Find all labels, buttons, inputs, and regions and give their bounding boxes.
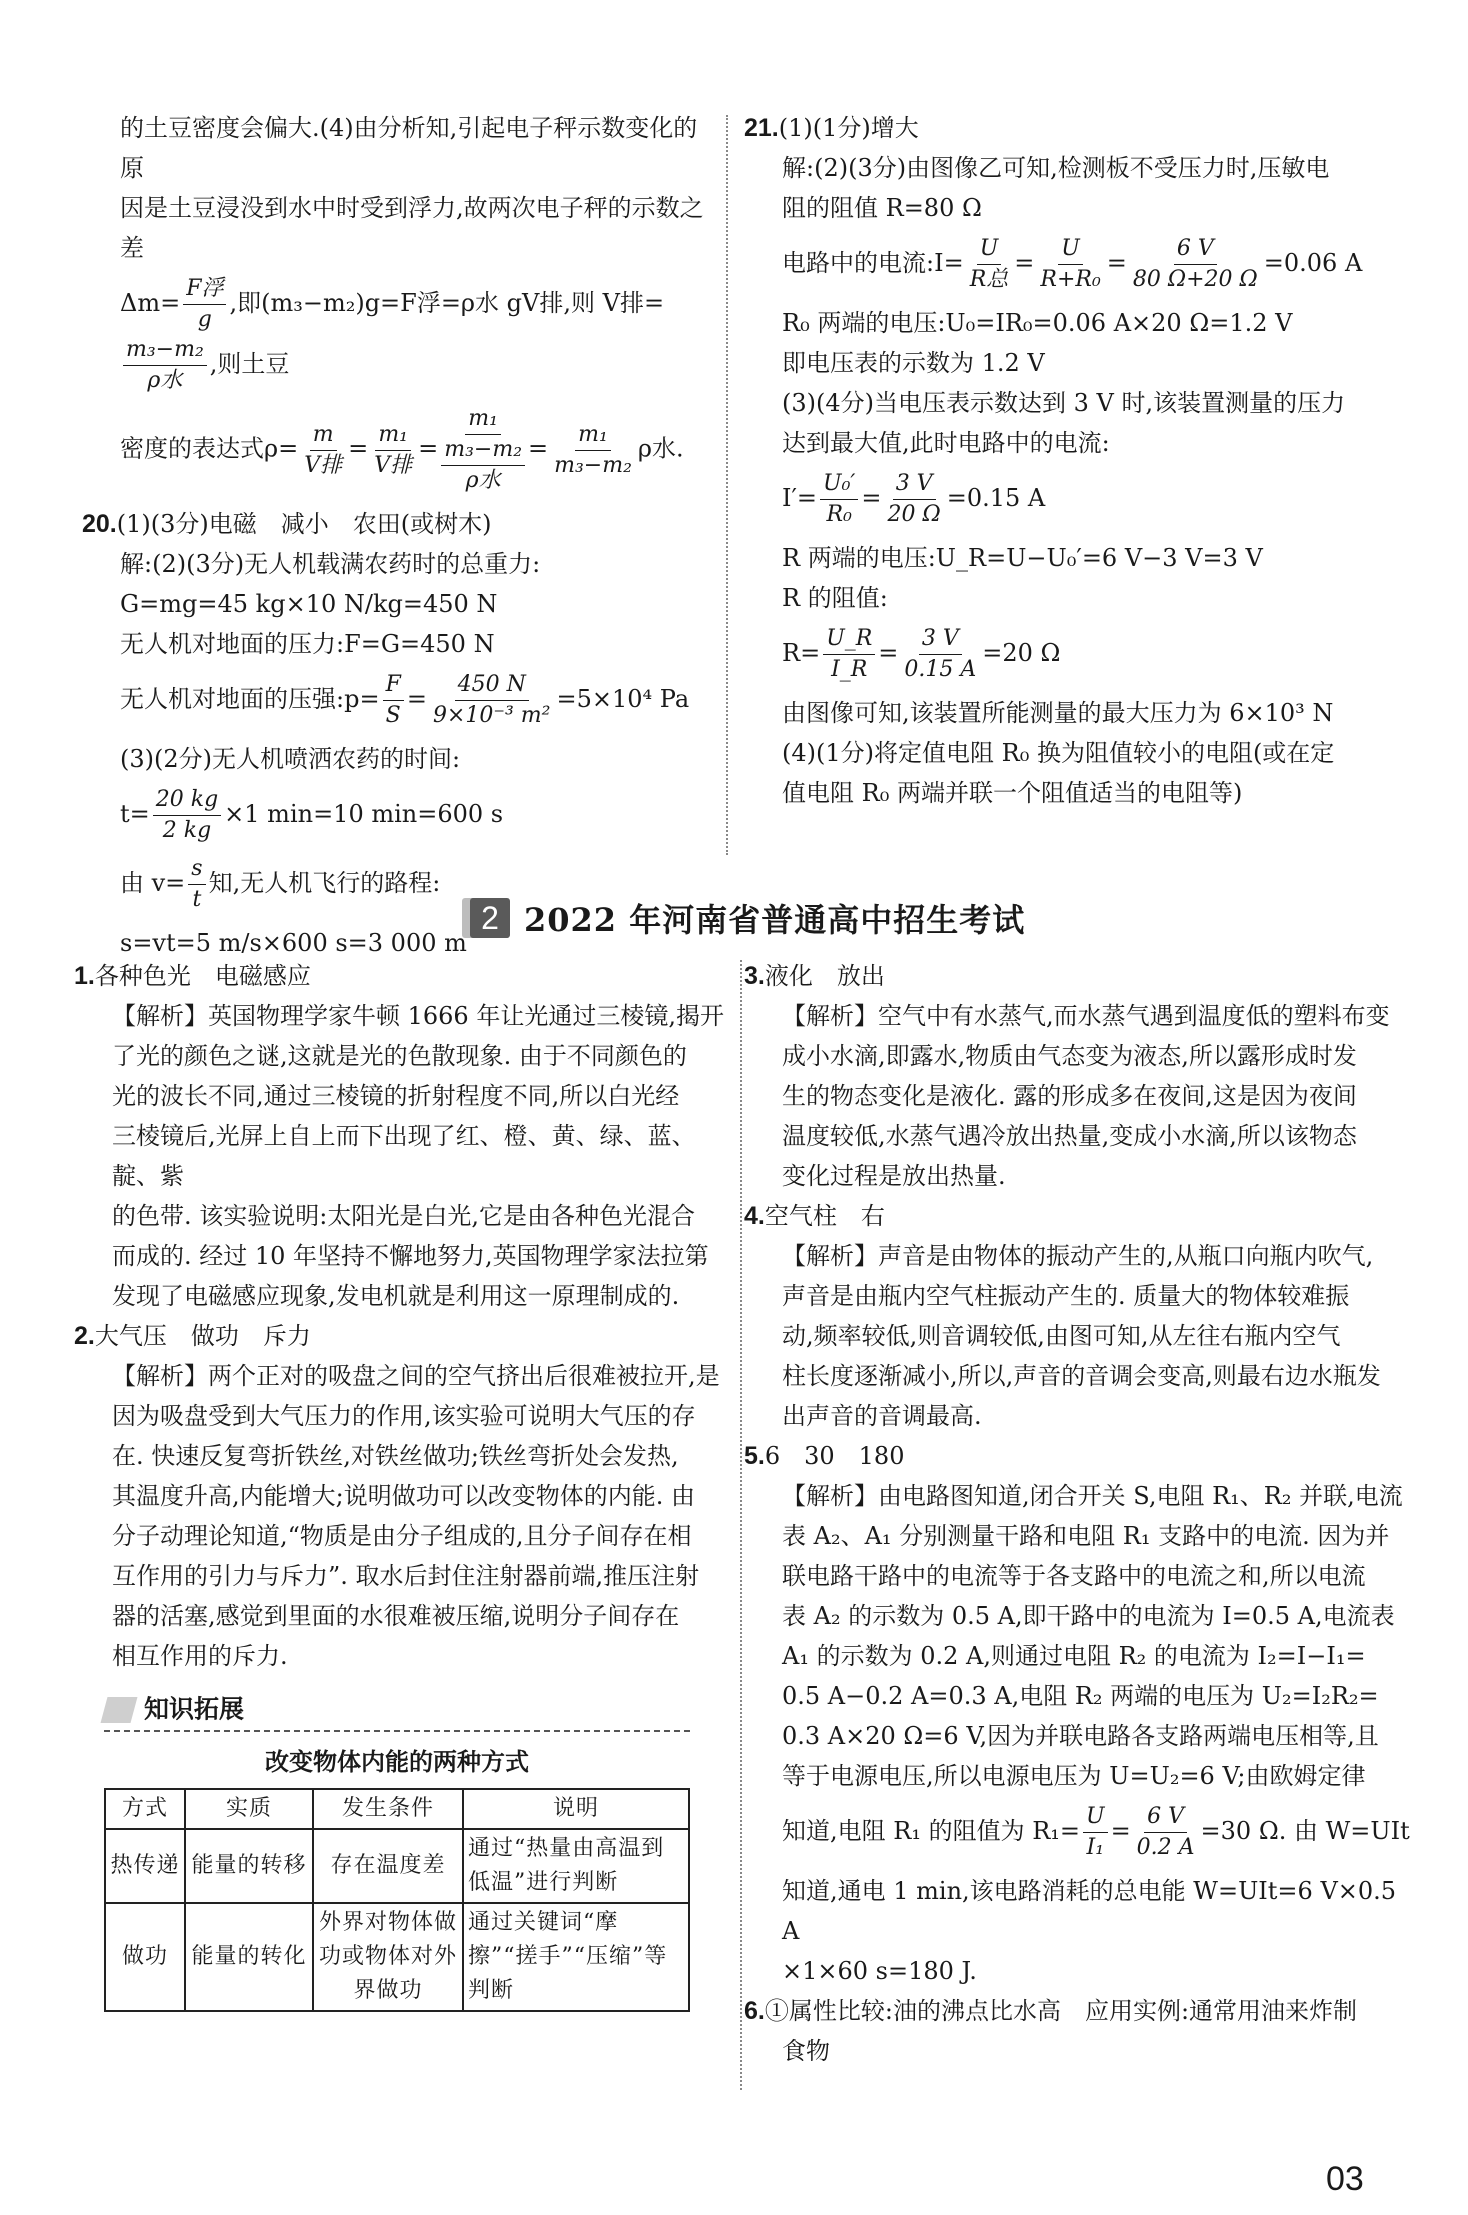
text-line: 分子动理论知道,“物质是由分子组成的,且分子间存在相 [112,1522,692,1550]
text-line: 食物 [782,2037,830,2065]
denominator: S [385,703,401,728]
question-line [74,956,726,996]
fraction [1037,234,1103,295]
numerator: U [977,234,1002,265]
formula-text: 无人机对地面的压强:p= [120,685,380,713]
answer-text: (1)(3分)电磁 减小 农田(或树木) [116,510,492,538]
text-line: 互作用的引力与斥力”. 取水后封住注射器前端,推压注射 [112,1562,700,1590]
denominator: I₁ [1086,1835,1105,1860]
numerator: m₃−m₂ [123,335,207,366]
text-line: 出声音的音调最高. [782,1402,982,1430]
numerator: U [1058,234,1083,265]
question-number: 5. [744,1442,765,1470]
denominator: 0.15 A [904,657,977,682]
table-cell: 外界对物体做功或物体对外界做功 [313,1903,463,2011]
table-cell: 存在温度差 [313,1829,463,1903]
text-line: 值电阻 R₀ 两端并联一个阻值适当的电阻等) [782,779,1243,807]
column-header: 方式 [105,1789,185,1829]
question-number: 21. [744,114,779,142]
formula-text: R= [782,639,821,667]
table-title: 改变物体内能的两种方式 [265,1748,529,1776]
column-divider [726,115,728,855]
denominator: t [192,887,202,912]
fraction [551,420,635,481]
question-line [744,956,1412,996]
answer-text: (1)(1分)增大 [778,114,919,142]
formula-text: 知道,电阻 R₁ 的阻值为 R₁= [782,1817,1081,1845]
section-header [470,895,1025,941]
question-number: 20. [82,510,117,538]
formula-text: ,则土豆 [209,350,290,378]
fraction [901,624,979,685]
denominator: V排 [304,452,343,478]
text-line: 阻的阻值 R=80 Ω [782,194,982,222]
text-line: 达到最大值,此时电路中的电流: [782,429,1110,457]
denominator: 80 Ω+20 Ω [1132,267,1258,292]
text-line: 0.5 A−0.2 A=0.3 A,电阻 R₂ 两端的电压为 U₂=I₂R₂= [782,1682,1379,1710]
text-line: 表 A₂、A₁ 分别测量干路和电阻 R₁ 支路中的电流. 因为并 [782,1522,1390,1550]
denominator: 0.2 A [1136,1835,1195,1860]
text-line: 解:(2)(3分)由图像乙可知,检测板不受压力时,压敏电 [782,154,1330,182]
text-line: 因为吸盘受到大气压力的作用,该实验可说明大气压的存 [112,1402,696,1430]
table-cell: 能量的转化 [185,1903,313,2011]
text-line: ×1×60 s=180 J. [782,1957,977,1985]
formula-text: I′= [782,484,818,512]
text-line: 由图像可知,该装置所能测量的最大压力为 6×10³ N [782,699,1334,727]
text-line: 其温度升高,内能增大;说明做功可以改变物体的内能. 由 [112,1482,695,1510]
page-number: 03 [1326,2160,1364,2198]
question-line [744,1991,1412,2031]
text-line: 的土豆密度会偏大.(4)由分析知,引起电子秤示数变化的原 [120,114,698,182]
numerator: 6 V [1144,1802,1187,1833]
extension-label: 知识拓展 [144,1695,245,1724]
numerator: m₁ [465,404,501,435]
equals: = [528,434,549,463]
fraction [371,420,415,481]
formula-text: =20 Ω [982,639,1061,667]
text-line: 器的活塞,感觉到里面的水很难被压缩,说明分子间存在 [112,1602,680,1630]
numerator: m₁ [575,420,611,451]
question-line [82,504,720,544]
fraction [1083,1802,1108,1863]
formula-line: I′= $\frac{\text{U₀′}}{\text{R₀}}$ = $\frac{3 V}{20 \Omega}$ =0.15 A [782,469,1402,530]
answer-text: 大气压 做功 斥力 [94,1322,311,1350]
formula-text: =0.06 A [1263,249,1363,277]
formula-line: R= $\frac{U\_R}{I\_R}$ = $\frac{3 V}{0.15 A}$ =20 Ω [782,624,1402,685]
formula-text: ×1 min=10 min=600 s [224,800,504,828]
text-line: 柱长度逐渐减小,所以,声音的音调会变高,则最右边水瓶发 [782,1362,1381,1390]
text-line: 知道,通电 1 min,该电路消耗的总电能 W=UIt=6 V×0.5 A [782,1877,1397,1945]
question-line [744,108,1402,148]
section-title: 2022 年河南省普通高中招生考试 [524,901,1026,939]
fraction [123,335,207,396]
text-line: 解:(2)(3分)无人机载满农药时的总重力: [120,550,541,578]
question-number: 6. [744,1997,765,2025]
question-number: 2. [74,1322,95,1350]
text-line: 0.3 A×20 Ω=6 V,因为并联电路各支路两端电压相等,且 [782,1722,1379,1750]
text-line: 即电压表的示数为 1.2 V [782,349,1045,377]
formula-line [120,274,720,396]
question-line [74,1316,726,1356]
fraction [885,469,944,530]
formula-text: Δm= [120,289,181,317]
text-line: 而成的. 经过 10 年坚持不懈地努力,英国物理学家法拉第 [112,1242,709,1270]
text-line: 成小水滴,即露水,物质由气态变为液态,所以露形成时发 [782,1042,1357,1070]
text-line: 光的波长不同,通过三棱镜的折射程度不同,所以白光经 [112,1082,680,1110]
table-cell: 热传递 [105,1829,185,1903]
text-line: (3)(2分)无人机喷洒农药的时间: [120,745,461,773]
denominator: m₃−m₂ [441,435,525,466]
numerator: s [188,854,205,885]
numerator: F [383,670,404,701]
lower-right-column [744,956,1412,2071]
text-line: A₁ 的示数为 0.2 A,则通过电阻 R₂ 的电流为 I₂=I−I₁= [782,1642,1366,1670]
text-line: 温度较低,水蒸气遇冷放出热量,变成小水滴,所以该物态 [782,1122,1357,1150]
text-line: 无人机对地面的压力:F=G=450 N [120,630,495,658]
numerator: m [310,420,337,451]
text-line: 的色带. 该实验说明:太阳光是白光,它是由各种色光混合 [112,1202,695,1230]
text-line: 联电路干路中的电流等于各支路中的电流之和,所以电流 [782,1562,1366,1590]
text-line: R₀ 两端的电压:U₀=IR₀=0.06 A×20 Ω=1.2 V [782,309,1293,337]
denominator: g [197,307,212,332]
table-cell: 通过关键词“摩擦”“搓手”“压缩”等判断 [463,1903,689,2011]
analysis-block [112,996,726,1316]
fraction [183,274,226,335]
formula-text: 电路中的电流:I= [782,249,964,277]
text-line: R 的阻值: [782,584,888,612]
text-line: 表 A₂ 的示数为 0.5 A,即干路中的电流为 I=0.5 A,电流表 [782,1602,1395,1630]
text-line: 【解析】空气中有水蒸气,而水蒸气遇到温度低的塑料布变 [782,1002,1390,1030]
column-header: 发生条件 [313,1789,463,1829]
question-line [744,1436,1412,1476]
analysis-block [112,1356,726,1676]
answer-text: 空气柱 右 [764,1202,885,1230]
question-number: 1. [74,962,95,990]
text-line: 【解析】由电路图知道,闭合开关 S,电阻 R₁、R₂ 并联,电流 [782,1482,1403,1510]
text-line: 声音是由瓶内空气柱振动产生的. 质量大的物体较难振 [782,1282,1350,1310]
internal-energy-table [104,1788,690,2012]
denominator: ρ水 [465,468,501,493]
fraction [153,785,221,846]
numerator: U_R [823,624,875,655]
answer-text: 6 30 180 [764,1442,905,1470]
top-left-column [82,108,720,963]
formula-line [120,785,720,846]
denominator: 20 Ω [887,502,941,527]
text-line: (3)(4分)当电压表示数达到 3 V 时,该装置测量的压力 [782,389,1346,417]
denominator: R₀ [826,502,852,527]
text-line: 三棱镜后,光屏上自上而下出现了红、橙、黄、绿、蓝、靛、紫 [112,1122,696,1190]
extension-icon [101,1697,138,1723]
formula-text: t= [120,800,150,828]
numerator: 3 V [893,469,936,500]
denominator: ρ水 [147,368,183,393]
fraction [967,234,1012,295]
fraction [383,670,404,731]
fraction [1134,1802,1198,1863]
text-line: 发现了电磁感应现象,发电机就是利用这一原理制成的. [112,1282,680,1310]
formula-text: 由 v= [120,869,186,897]
denominator: 2 kg [162,818,212,843]
numerator: 450 N [455,670,529,701]
formula-text: 知,无人机飞行的路程: [208,869,441,897]
fraction [441,404,525,496]
text-line: 动,频率较低,则音调较低,由图可知,从左往右瓶内空气 [782,1322,1341,1350]
table-cell: 通过“热量由高温到低温”进行判断 [463,1829,689,1903]
denominator: R+R₀ [1040,267,1101,292]
denominator: 9×10⁻³ m² [432,703,551,728]
formula-text: =0.15 A [946,484,1046,512]
question-number: 4. [744,1202,765,1230]
text-line: s=vt=5 m/s×600 s=3 000 m [120,929,467,957]
formula-line [120,404,720,496]
text-line: 等于电源电压,所以电源电压为 U=U₂=6 V;由欧姆定律 [782,1762,1366,1790]
text-line: 【解析】英国物理学家牛顿 1666 年让光通过三棱镜,揭开 [112,1002,724,1030]
question-21 [744,108,1402,813]
denominator: R总 [969,267,1009,292]
numerator: F浮 [183,274,226,305]
table-row [105,1829,689,1903]
formula-text: =30 Ω. 由 W=UIt [1200,1817,1410,1845]
formula-text: =5×10⁴ Pa [556,685,690,713]
text-line: (4)(1分)将定值电阻 R₀ 换为阻值较小的电阻(或在定 [782,739,1335,767]
question-line [744,1196,1412,1236]
numerator: U₀′ [820,469,858,500]
formula-text: 密度的表达式ρ= [120,434,299,463]
column-divider [740,960,742,2090]
numerator: 3 V [919,624,962,655]
answer-text: 液化 放出 [764,962,885,990]
table-row [105,1903,689,2011]
text-line: 相互作用的斥力. [112,1642,288,1670]
table-header-row [105,1789,689,1829]
fraction [820,469,858,530]
numerator: 6 V [1174,234,1217,265]
lower-left-column [74,956,726,2012]
table-cell: 能量的转移 [185,1829,313,1903]
formula-line: 电路中的电流:I= $\frac{U}{\text{R总}}$ = $\frac{U}{\text{R+R₀}}$ = $\frac{6 V}{80 \Omega+20 \Omega}$ =0.06 A [782,234,1402,295]
numerator: 20 kg [153,785,221,816]
fraction [1130,234,1261,295]
column-header: 实质 [185,1789,313,1829]
analysis-block [782,996,1412,1196]
answer-text: 各种色光 电磁感应 [94,962,311,990]
denominator: m₃−m₂ [554,452,632,478]
table-cell: 做功 [105,1903,185,2011]
text-line: 了光的颜色之谜,这就是光的色散现象. 由于不同颜色的 [112,1042,687,1070]
fraction [430,670,554,731]
answer-text: ①属性比较:油的沸点比水高 应用实例:通常用油来炸制 [764,1997,1358,2025]
section-badge: 2 [470,898,510,938]
fraction [188,854,205,915]
text-line: G=mg=45 kg×10 N/kg=450 N [120,590,498,618]
text-line: R 两端的电压:U_R=U−U₀′=6 V−3 V=3 V [782,544,1263,572]
knowledge-extension-header [104,1690,690,1732]
text-line: 变化过程是放出热量. [782,1162,1006,1190]
formula-line: 知道,电阻 R₁ 的阻值为 R₁= $\frac{U}{\text{I₁}}$ = $\frac{6 V}{0.2 A}$ =30 Ω. 由 W=UIt [782,1802,1412,1863]
formula-line: 无人机对地面的压强:p= $\frac{F}{S}$ = $\frac{450 N}{\text{9×10⁻³ m²}}$ =5×10⁴ Pa [120,670,720,731]
equals: = [348,434,369,463]
numerator: m₁ [375,420,411,451]
formula-text: ρ水. [637,434,684,463]
text-line: 【解析】声音是由物体的振动产生的,从瓶口向瓶内吹气, [782,1242,1374,1270]
denominator: V排 [374,452,413,478]
analysis-block [782,1236,1412,1436]
fraction [301,420,345,481]
fraction [823,624,875,685]
formula-text: ,即(m₃−m₂)g=F浮=ρ水 gV排,则 V排= [229,289,665,317]
text-line: 因是土豆浸没到水中时受到浮力,故两次电子秤的示数之差 [120,194,704,262]
numerator: U [1083,1802,1108,1833]
denominator: I_R [831,657,868,682]
column-header: 说明 [463,1789,689,1829]
text-line: 【解析】两个正对的吸盘之间的空气挤出后很难被拉开,是 [112,1362,720,1390]
equals: = [418,434,439,463]
text-line: 在. 快速反复弯折铁丝,对铁丝做功;铁丝弯折处会发热, [112,1442,679,1470]
text-line: 生的物态变化是液化. 露的形成多在夜间,这是因为夜间 [782,1082,1357,1110]
analysis-block [782,1476,1412,1796]
question-number: 3. [744,962,765,990]
